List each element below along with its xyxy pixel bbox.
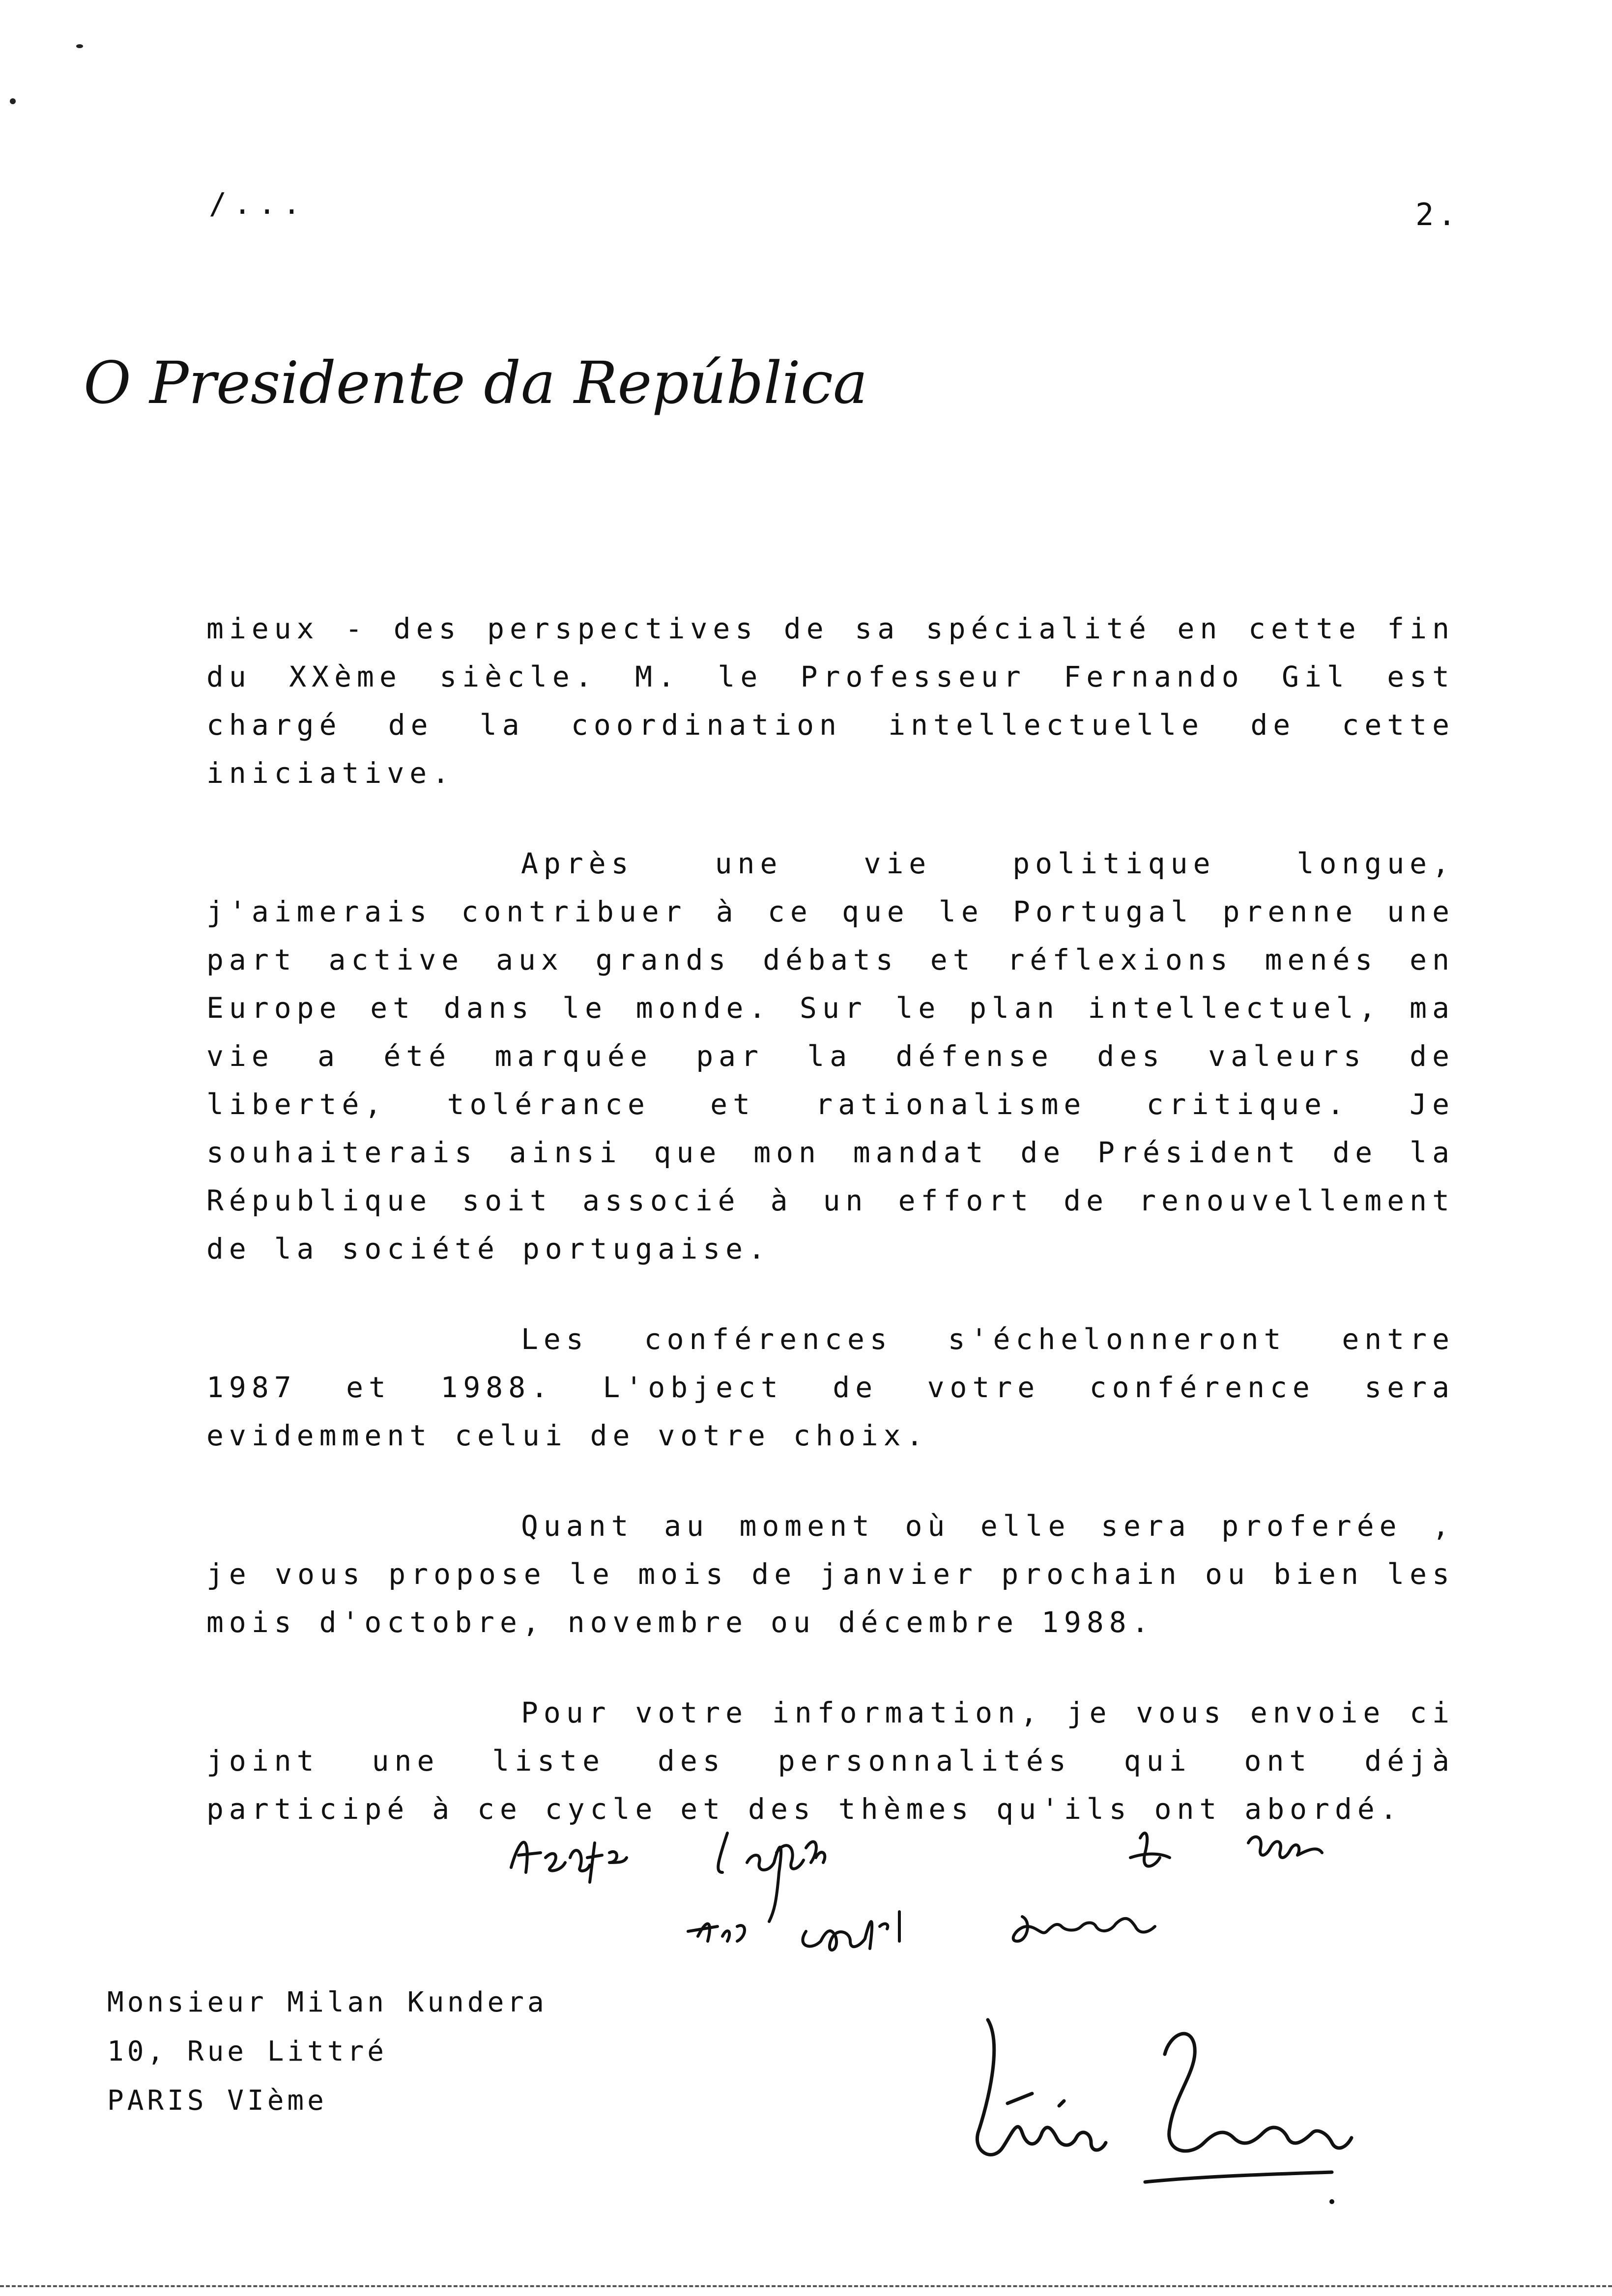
scan-speck [10,98,16,104]
letterhead-title-text: O Presidente da República [84,349,868,417]
handwritten-closing [491,1813,1401,1980]
paragraph-5: Pour votre information, je vous envoie ci joint une liste des personnalités qui ont déjà participé à ce cycle et des thèmes qu'ils ont abordé. [206,1696,1455,1826]
scan-edge-rule [0,2285,1612,2287]
continuation-mark: /... [209,187,308,221]
addressee-street: 10, Rue Littré [107,2036,388,2067]
letter-body [206,604,1455,1875]
paragraph-2: Après une vie politique longue, j'aimerais contribuer à ce que le Portugal prenne une part active aux grands débats et réflexions menés en Europe et dans le monde. Sur le plan intellectuel, ma vie a été marquée par la défense des valeurs de liberté, tolérance et rationalisme critique. Je souhaiterais ainsi que mon mandat de Président de la République soit associé à un effort de renouvellement de la société portugaise. [206,847,1455,1265]
addressee-block [107,1978,547,2125]
paragraph-3: Les conférences s'échelonneront entre 1987 et 1988. L'object de votre conférence sera evidemment celui de votre choix. [206,1322,1455,1452]
addressee-name: Monsieur Milan Kundera [107,1986,547,2018]
letterhead-title [84,344,868,432]
page-number: 2. [1415,197,1460,232]
paragraph-1: mieux - des perspectives de sa spécialité en cette fin du XXème siècle. M. le Professeur Fernando Gil est chargé de la coordination intellectuelle de cette iniciative. [206,612,1455,790]
addressee-city: PARIS VIème [107,2085,327,2117]
signature [958,2005,1376,2211]
scan-speck [76,44,83,48]
paragraph-4: Quant au moment où elle sera proferée , je vous propose le mois de janvier prochain ou bien les mois d'octobre, novembre ou décembre 1988. [206,1509,1455,1639]
